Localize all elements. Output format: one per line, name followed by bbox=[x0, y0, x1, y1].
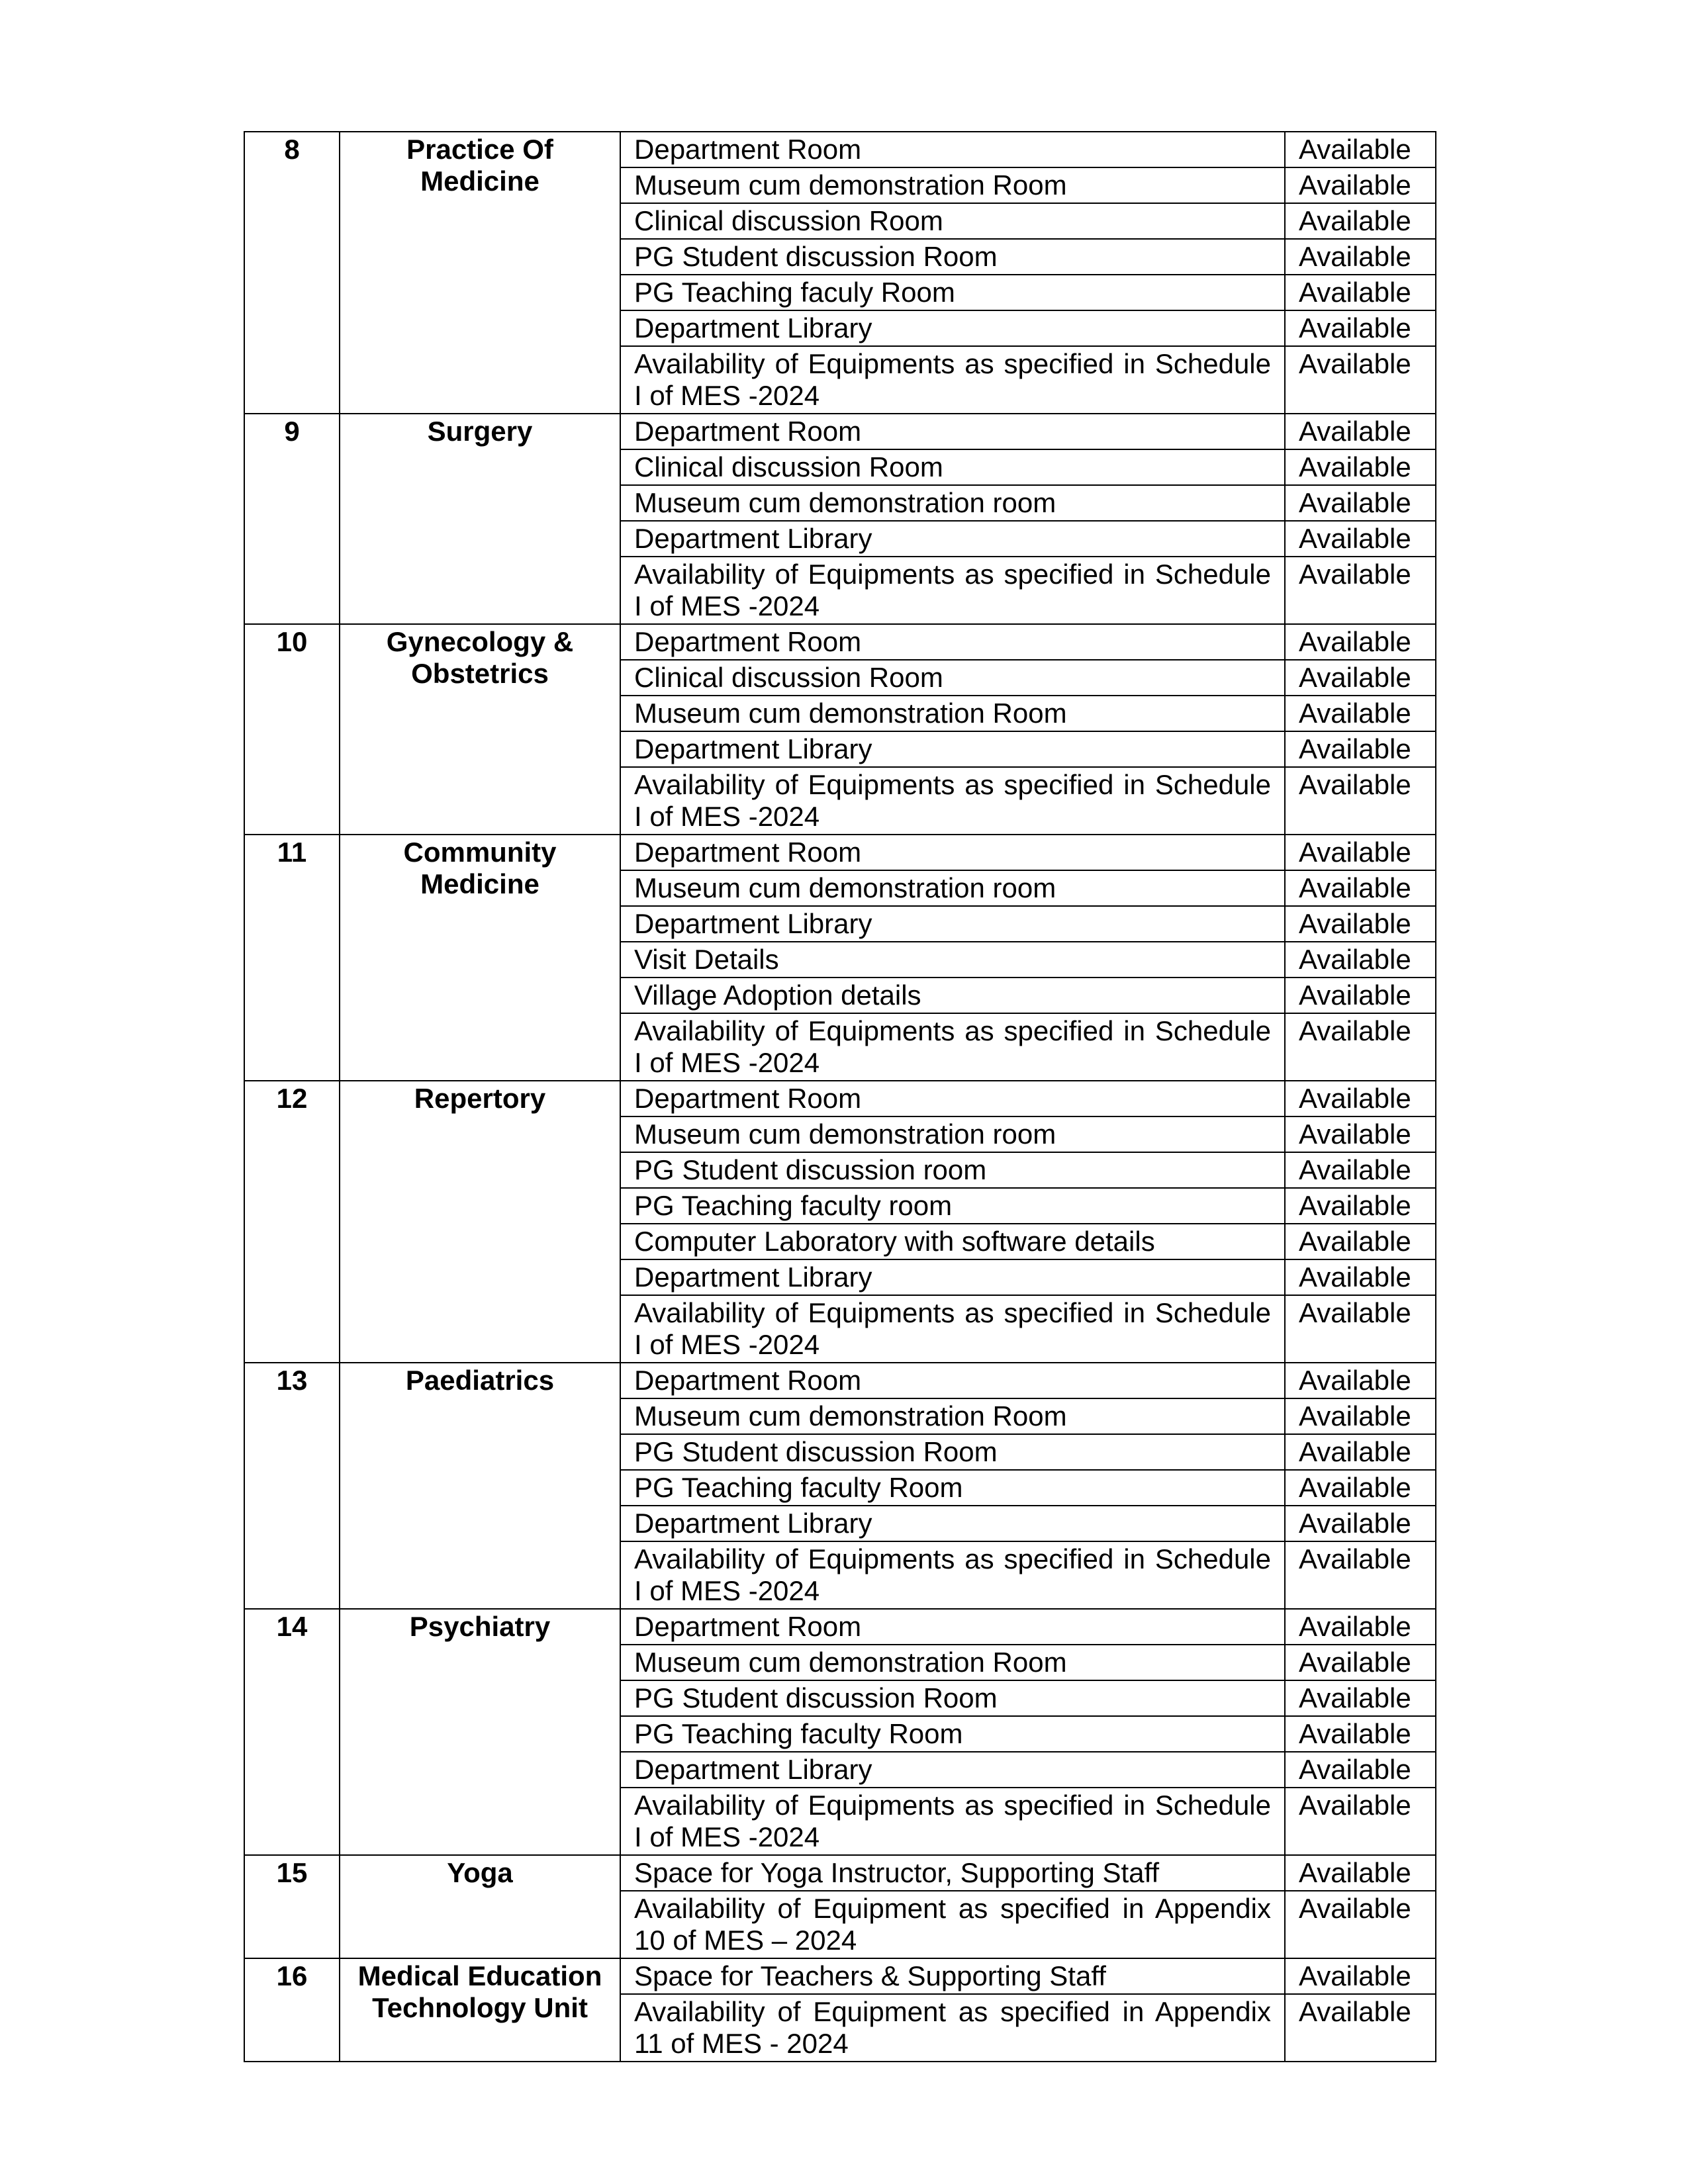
availability-status: Available bbox=[1285, 1013, 1436, 1081]
availability-status: Available bbox=[1285, 942, 1436, 978]
availability-status: Available bbox=[1285, 1081, 1436, 1116]
table-row bbox=[244, 1081, 1436, 1116]
facility-item: Department Library bbox=[620, 1259, 1285, 1295]
facility-item: Department Room bbox=[620, 132, 1285, 167]
facility-item: PG Student discussion Room bbox=[620, 239, 1285, 275]
availability-status: Available bbox=[1285, 1716, 1436, 1752]
facility-item: Computer Laboratory with software details bbox=[620, 1224, 1285, 1259]
availability-status: Available bbox=[1285, 870, 1436, 906]
facility-item: Department Library bbox=[620, 906, 1285, 942]
availability-status: Available bbox=[1285, 132, 1436, 167]
department-name: Repertory bbox=[340, 1081, 620, 1363]
facility-item: PG Student discussion room bbox=[620, 1152, 1285, 1188]
table-row bbox=[244, 414, 1436, 449]
table-row bbox=[244, 1855, 1436, 1891]
availability-status: Available bbox=[1285, 1506, 1436, 1541]
availability-status: Available bbox=[1285, 1788, 1436, 1855]
availability-status: Available bbox=[1285, 1434, 1436, 1470]
availability-status: Available bbox=[1285, 1224, 1436, 1259]
availability-status: Available bbox=[1285, 1398, 1436, 1434]
facility-item: Department Library bbox=[620, 521, 1285, 557]
availability-status: Available bbox=[1285, 1752, 1436, 1788]
facility-item: Availability of Equipments as specified in Schedule I of MES -2024 bbox=[620, 1295, 1285, 1363]
department-name: Yoga bbox=[340, 1855, 620, 1958]
department-name: Paediatrics bbox=[340, 1363, 620, 1609]
facility-item: Visit Details bbox=[620, 942, 1285, 978]
facility-item: Department Room bbox=[620, 414, 1285, 449]
department-name: Psychiatry bbox=[340, 1609, 620, 1855]
serial-number: 16 bbox=[244, 1958, 340, 2062]
availability-status: Available bbox=[1285, 835, 1436, 870]
availability-status: Available bbox=[1285, 1363, 1436, 1398]
availability-status: Available bbox=[1285, 1891, 1436, 1958]
facility-item: Museum cum demonstration room bbox=[620, 870, 1285, 906]
availability-status: Available bbox=[1285, 521, 1436, 557]
facility-item: Department Library bbox=[620, 731, 1285, 767]
table-row bbox=[244, 624, 1436, 660]
table-row bbox=[244, 1363, 1436, 1398]
facility-item: Department Room bbox=[620, 1363, 1285, 1398]
availability-status: Available bbox=[1285, 1645, 1436, 1680]
facility-item: Department Room bbox=[620, 1081, 1285, 1116]
facility-item: Availability of Equipments as specified in Schedule I of MES -2024 bbox=[620, 1541, 1285, 1609]
availability-status: Available bbox=[1285, 767, 1436, 835]
availability-status: Available bbox=[1285, 1541, 1436, 1609]
facility-item: Availability of Equipments as specified in Schedule I of MES -2024 bbox=[620, 1013, 1285, 1081]
facility-item: Museum cum demonstration room bbox=[620, 1116, 1285, 1152]
availability-status: Available bbox=[1285, 485, 1436, 521]
facility-item: Department Library bbox=[620, 1506, 1285, 1541]
facility-item: PG Student discussion Room bbox=[620, 1680, 1285, 1716]
availability-status: Available bbox=[1285, 1295, 1436, 1363]
availability-status: Available bbox=[1285, 1609, 1436, 1645]
department-name: Surgery bbox=[340, 414, 620, 624]
availability-status: Available bbox=[1285, 449, 1436, 485]
availability-status: Available bbox=[1285, 624, 1436, 660]
facility-item: Department Room bbox=[620, 835, 1285, 870]
availability-status: Available bbox=[1285, 1855, 1436, 1891]
facility-item: Museum cum demonstration Room bbox=[620, 1398, 1285, 1434]
department-name: Gynecology & Obstetrics bbox=[340, 624, 620, 835]
table-row bbox=[244, 132, 1436, 167]
facility-item: Availability of Equipments as specified in Schedule I of MES -2024 bbox=[620, 767, 1285, 835]
serial-number: 15 bbox=[244, 1855, 340, 1958]
facility-item: Availability of Equipment as specified in Appendix 11 of MES - 2024 bbox=[620, 1994, 1285, 2062]
facility-item: Availability of Equipments as specified in Schedule I of MES -2024 bbox=[620, 1788, 1285, 1855]
facility-item: Clinical discussion Room bbox=[620, 203, 1285, 239]
facility-item: PG Teaching faculy Room bbox=[620, 275, 1285, 310]
availability-status: Available bbox=[1285, 731, 1436, 767]
facility-item: Clinical discussion Room bbox=[620, 660, 1285, 696]
table-row bbox=[244, 1609, 1436, 1645]
facility-item: PG Student discussion Room bbox=[620, 1434, 1285, 1470]
availability-status: Available bbox=[1285, 1259, 1436, 1295]
department-name: Community Medicine bbox=[340, 835, 620, 1081]
availability-status: Available bbox=[1285, 203, 1436, 239]
availability-status: Available bbox=[1285, 557, 1436, 624]
facility-item: Museum cum demonstration Room bbox=[620, 696, 1285, 731]
facility-item: Space for Yoga Instructor, Supporting Staff bbox=[620, 1855, 1285, 1891]
facility-item: PG Teaching faculty Room bbox=[620, 1470, 1285, 1506]
availability-status: Available bbox=[1285, 660, 1436, 696]
availability-status: Available bbox=[1285, 239, 1436, 275]
availability-status: Available bbox=[1285, 1958, 1436, 1994]
facility-item: Department Room bbox=[620, 1609, 1285, 1645]
serial-number: 12 bbox=[244, 1081, 340, 1363]
availability-status: Available bbox=[1285, 1680, 1436, 1716]
table-row bbox=[244, 835, 1436, 870]
availability-status: Available bbox=[1285, 696, 1436, 731]
facility-item: Availability of Equipment as specified in Appendix 10 of MES – 2024 bbox=[620, 1891, 1285, 1958]
facility-item: Availability of Equipments as specified in Schedule I of MES -2024 bbox=[620, 557, 1285, 624]
facilities-table-body bbox=[244, 132, 1436, 2062]
availability-status: Available bbox=[1285, 346, 1436, 414]
availability-status: Available bbox=[1285, 1116, 1436, 1152]
availability-status: Available bbox=[1285, 978, 1436, 1013]
availability-status: Available bbox=[1285, 414, 1436, 449]
serial-number: 8 bbox=[244, 132, 340, 414]
serial-number: 9 bbox=[244, 414, 340, 624]
facility-item: PG Teaching faculty Room bbox=[620, 1716, 1285, 1752]
facility-item: Museum cum demonstration Room bbox=[620, 1645, 1285, 1680]
facility-item: Museum cum demonstration Room bbox=[620, 167, 1285, 203]
facilities-table bbox=[244, 131, 1436, 2062]
department-name: Medical Education Technology Unit bbox=[340, 1958, 620, 2062]
department-name: Practice Of Medicine bbox=[340, 132, 620, 414]
availability-status: Available bbox=[1285, 1188, 1436, 1224]
availability-status: Available bbox=[1285, 275, 1436, 310]
serial-number: 14 bbox=[244, 1609, 340, 1855]
availability-status: Available bbox=[1285, 1994, 1436, 2062]
serial-number: 11 bbox=[244, 835, 340, 1081]
availability-status: Available bbox=[1285, 1470, 1436, 1506]
facility-item: Department Room bbox=[620, 624, 1285, 660]
availability-status: Available bbox=[1285, 906, 1436, 942]
availability-status: Available bbox=[1285, 310, 1436, 346]
facility-item: Village Adoption details bbox=[620, 978, 1285, 1013]
availability-status: Available bbox=[1285, 1152, 1436, 1188]
facility-item: Availability of Equipments as specified in Schedule I of MES -2024 bbox=[620, 346, 1285, 414]
facility-item: Museum cum demonstration room bbox=[620, 485, 1285, 521]
facility-item: Space for Teachers & Supporting Staff bbox=[620, 1958, 1285, 1994]
facility-item: Department Library bbox=[620, 1752, 1285, 1788]
serial-number: 10 bbox=[244, 624, 340, 835]
facility-item: PG Teaching faculty room bbox=[620, 1188, 1285, 1224]
facility-item: Department Library bbox=[620, 310, 1285, 346]
serial-number: 13 bbox=[244, 1363, 340, 1609]
facility-item: Clinical discussion Room bbox=[620, 449, 1285, 485]
availability-status: Available bbox=[1285, 167, 1436, 203]
table-row bbox=[244, 1958, 1436, 1994]
